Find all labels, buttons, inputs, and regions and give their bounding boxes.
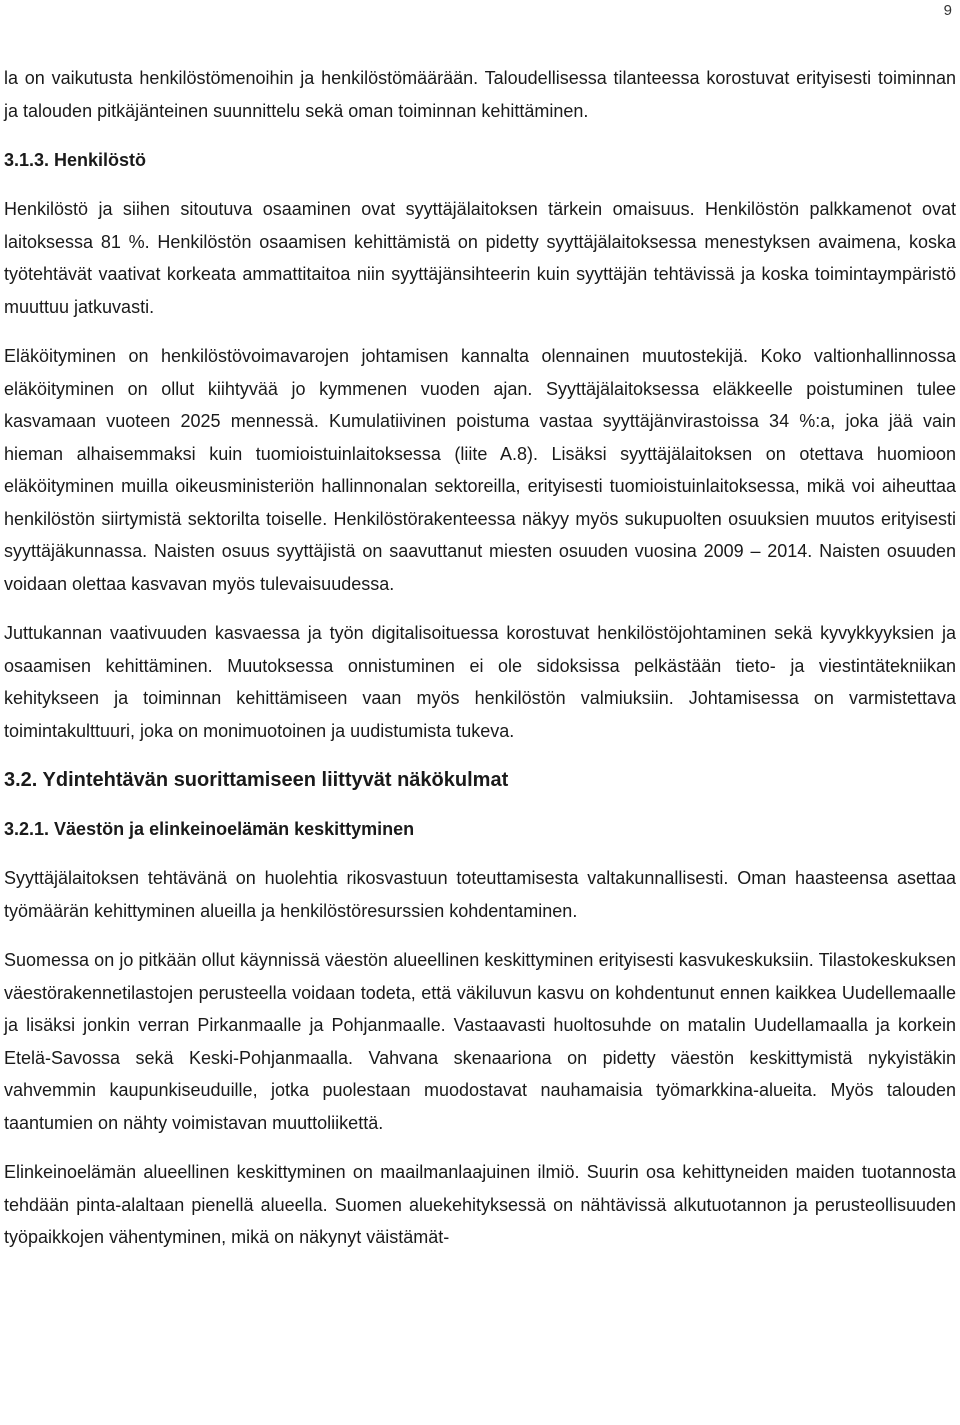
section-heading: 3.2. Ydintehtävän suorittamiseen liittyvät näkökulmat: [4, 769, 509, 791]
page-number: 9: [943, 2, 952, 19]
paragraph: Syyttäjälaitoksen tehtävänä on huolehtia rikosvastuun toteuttamisesta valtakunnallisesti. Oman haasteensa asettaa työmäärän kehittyminen alueilla ja henkilöstöresurssien kohdentaminen.: [4, 868, 956, 921]
paragraph: Eläköityminen on henkilöstövoimavarojen johtamisen kannalta olennainen muutostekijä. Koko valtionhallinnossa eläköityminen on ollut kiihtyvää jo kymmenen vuoden ajan. Syyttäjälaitoksessa eläkkeelle poistuminen tulee kasvamaan vuoteen 2025 mennessä. Kumulatiivinen poistuma vastaa syyttäjänvirastoissa 34 %:a, joka jää vain hieman alhaisemmaksi kuin tuomioistuinlaitoksessa (liite A.8). Lisäksi syyttäjälaitoksen on otettava huomioon eläköityminen muilla oikeusministeriön hallinnonalan sektoreilla, erityisesti tuomioistuinlaitoksessa, mikä voi aiheuttaa henkilöstön siirtymistä sektorilta toiselle. Henkilöstörakenteessa näkyy myös sukupuolten osuuksien muutos erityisesti syyttäjäkunnassa. Naisten osuus syyttäjistä on saavuttanut miesten osuuden vuosina 2009 – 2014. Naisten osuuden voidaan olettaa kasvavan myös tulevaisuudessa.: [4, 346, 956, 594]
paragraph: Henkilöstö ja siihen sitoutuva osaaminen ovat syyttäjälaitoksen tärkein omaisuus. Henkilöstön palkkamenot ovat laitoksessa 81 %. Henkilöstön osaamisen kehittämistä on pidetty syyttäjälaitoksessa menestyksen avaimena, koska työtehtävät vaativat korkeata ammattitaitoa niin syyttäjänsihteerin kuin syyttäjän tehtävissä ja koska toimintaympäristö muuttuu jatkuvasti.: [4, 199, 956, 317]
document-body: [4, 62, 956, 1254]
paragraph: la on vaikutusta henkilöstömenoihin ja henkilöstömäärään. Taloudellisessa tilanteessa korostuvat erityisesti toiminnan ja talouden pitkäjänteinen suunnittelu sekä oman toiminnan kehittäminen.: [4, 68, 956, 121]
paragraph: Elinkeinoelämän alueellinen keskittyminen on maailmanlaajuinen ilmiö. Suurin osa kehittyneiden maiden tuotannosta tehdään pinta-alaltaan pienellä alueella. Suomen aluekehityksessä on nähtävissä alkutuotannon ja perusteollisuuden työpaikkojen vähentyminen, mikä on näkynyt väistämät-: [4, 1162, 956, 1247]
paragraph: Juttukannan vaativuuden kasvaessa ja työn digitalisoituessa korostuvat henkilöstöjohtaminen sekä kyvykkyyksien ja osaamisen kehittäminen. Muutoksessa onnistuminen ei ole sidoksissa pelkästään tieto- ja viestintätekniikan kehitykseen ja toiminnan kehittämiseen vaan myös henkilöstön valmiuksiin. Johtamisessa on varmistettava toimintakulttuuri, joka on monimuotoinen ja uudistumista tukeva.: [4, 623, 956, 741]
subsection-heading: 3.2.1. Väestön ja elinkeinoelämän keskittyminen: [4, 819, 415, 839]
section-heading: 3.1.3. Henkilöstö: [4, 150, 147, 170]
paragraph: Suomessa on jo pitkään ollut käynnissä väestön alueellinen keskittyminen erityisesti kasvukeskuksiin. Tilastokeskuksen väestörakennetilastojen perusteella voidaan todeta, että väkiluvun kasvu on kohdentunut ennen kaikkea Uudellemaalle ja lisäksi jonkin verran Pirkanmaalle ja Pohjanmaalle. Vastaavasti huoltosuhde on matalin Uudellamaalla ja korkein Etelä-Savossa sekä Keski-Pohjanmaalla. Vahvana skenaariona on pidetty väestön keskittymistä nykyistäkin vahvemmin kaupunkiseuduille, jotka puolestaan muodostavat nauhamaisia työmarkkina-alueita. Myös talouden taantumien on nähty voimistavan muuttoliikettä.: [4, 950, 956, 1133]
